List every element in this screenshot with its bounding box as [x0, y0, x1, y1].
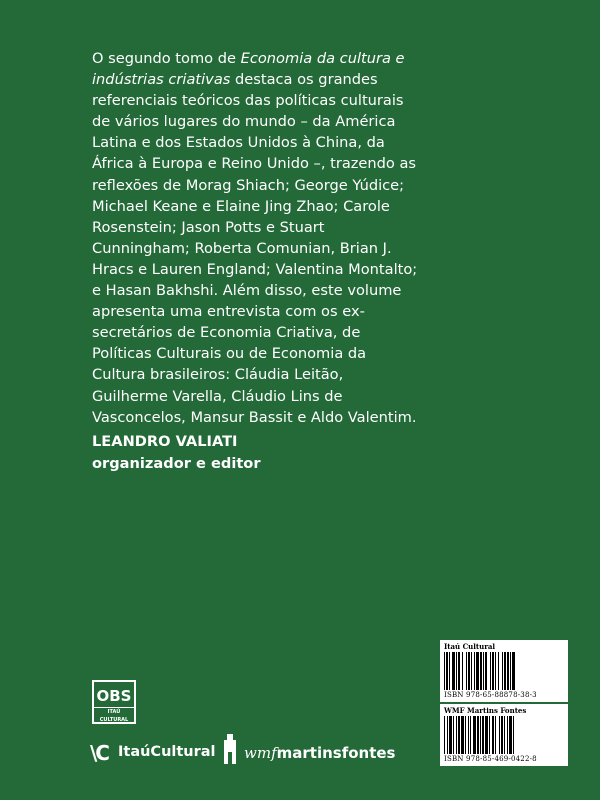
- obs-logo: [92, 680, 136, 724]
- author-role: organizador e editor: [92, 455, 261, 472]
- barcode-bar: [515, 652, 516, 690]
- barcode-bars: [440, 652, 568, 690]
- book-title: Economia da cultura e indústrias criativas: [92, 50, 405, 89]
- wmf-prefix: wmf: [244, 744, 277, 762]
- obs-logo-text: OBS: [96, 687, 132, 705]
- itau-cultural-logo-text: ItaúCultural: [118, 744, 216, 760]
- barcode-publisher: Itaú Cultural: [444, 642, 496, 651]
- blurb-intro: O segundo tomo de: [92, 50, 241, 67]
- barcode-publisher: WMF Martins Fontes: [444, 706, 527, 715]
- blurb-body: destaca os grandes referenciais teóricos das políticas culturais de vários lugares do mundo – da América Latina e dos Estados Unidos à China, da África à Europa e Reino Unido –, trazendo as reflexões de Morag Shiach; George Yúdice; Michael Keane e Elaine Jing Zhao; Carole Rosenstein; Jason Potts e Stuart Cunningham; Roberta Comunian, Brian J. Hracs e Lauren England; Valentina Montalto; e Hasan Bakhshi. Além disso, este volume apresenta uma entrevista com os ex-secretários de Economia Criativa, de Políticas Culturais ou de Economia da Cultura brasileiros: Cláudia Leitão, Guilherme Varella, Cláudio Lins de Vasconcelos, Mansur Bassit e Aldo Valentim.: [92, 71, 418, 426]
- itau-cultural-logo-icon: \C: [90, 741, 108, 765]
- wmf-building-icon: [222, 734, 238, 764]
- barcode-isbn: ISBN 978-65-88878-38-3: [444, 691, 537, 699]
- barcode-isbn: ISBN 978-85-469-0422-8: [444, 755, 537, 763]
- blurb-text: [92, 48, 422, 428]
- barcode-bar: [514, 716, 516, 754]
- barcode-bars: [440, 716, 568, 754]
- wmf-martins-fontes-logo: [244, 744, 395, 762]
- wmf-name: martinsfontes: [276, 744, 396, 762]
- barcode-wmf: [440, 704, 568, 766]
- author-name: LEANDRO VALIATI: [92, 433, 238, 450]
- barcode-itau: [440, 640, 568, 702]
- obs-logo-subtext: ITAÚ CULTURAL: [94, 707, 134, 724]
- author-block: [92, 431, 261, 475]
